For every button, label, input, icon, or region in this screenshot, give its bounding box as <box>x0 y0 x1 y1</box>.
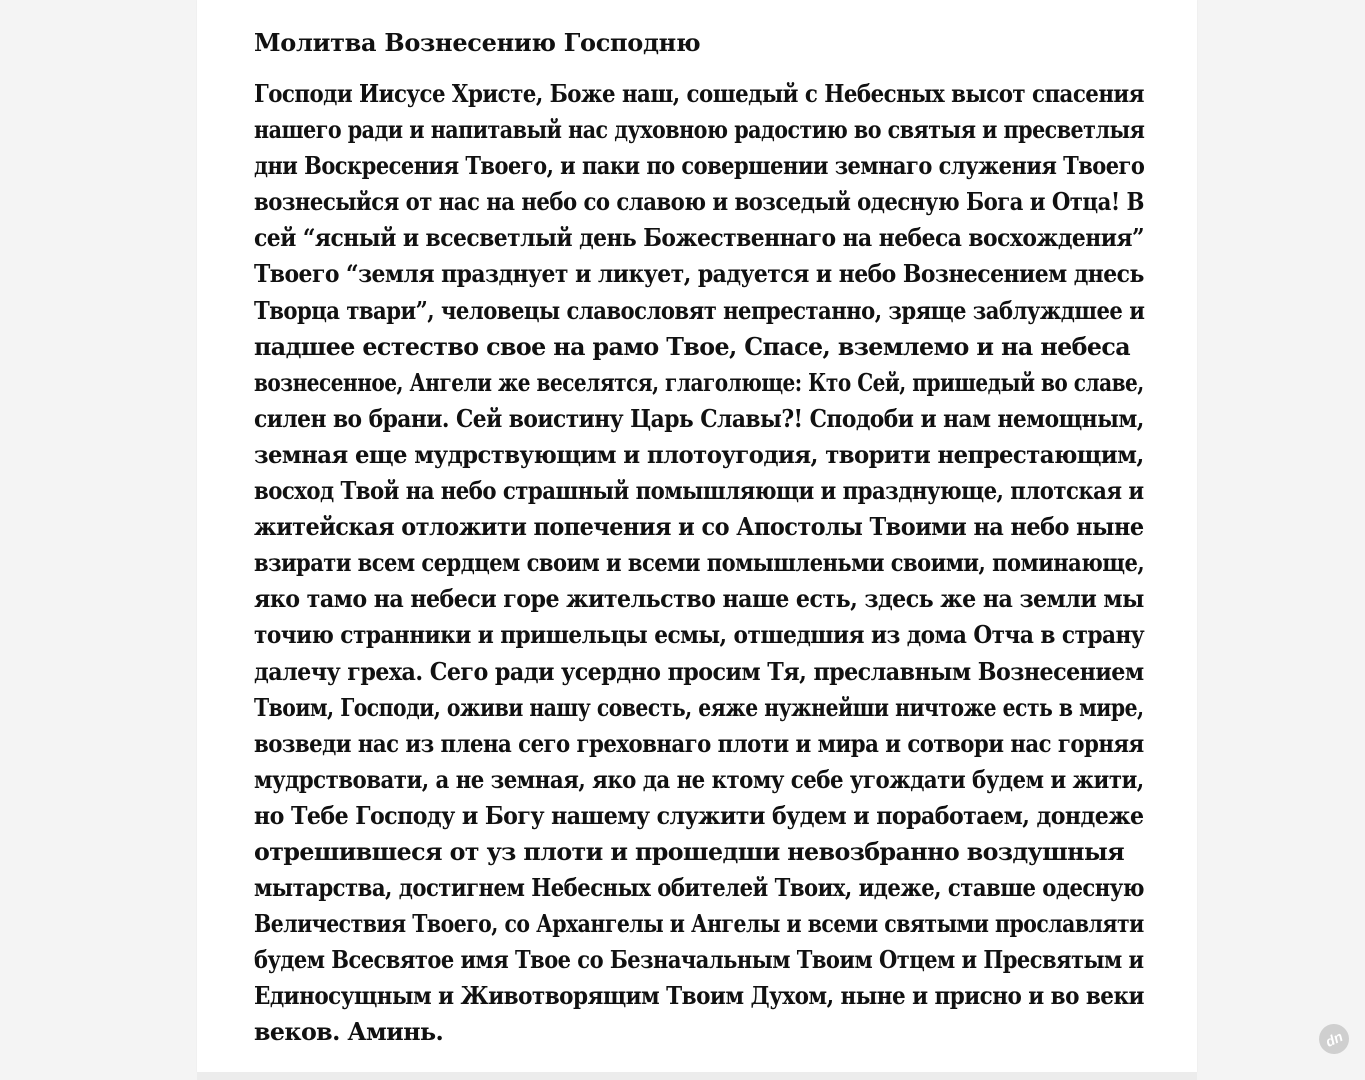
prayer-line: Творца твари”, человецы славословят непрестанно, зряще заблуждшее и <box>254 295 1145 325</box>
prayer-line: но Тебе Господу и Богу нашему служити будем и поработаем, дондеже <box>254 800 1144 830</box>
prayer-line: нашего ради и напитавый нас духовною радостию во святыя и пресветлыя <box>254 115 1145 145</box>
page-bottom-strip <box>197 1072 1197 1080</box>
prayer-line: сей “ясный и всесветлый день Божественнаго на небеса восхождения” <box>254 223 1145 253</box>
prayer-line: силен во брани. Сей воистину Царь Славы?! Сподоби и нам немощным, <box>254 403 1144 433</box>
prayer-line: вознесыйся от нас на небо со славою и возседый одесную Бога и Отца! В <box>254 187 1144 217</box>
prayer-line: житейская отложити попечения и со Апостолы Твоими на небо ныне <box>254 512 1144 542</box>
prayer-line: далечу греха. Сего ради усердно просим Тя, преславным Вознесением <box>254 656 1144 686</box>
dn-watermark-logo: dn <box>1314 1019 1354 1059</box>
prayer-line: веков. Аминь. <box>254 1017 444 1047</box>
prayer-line: мытарства, достигнем Небесных обителей Твоих, идеже, ставше одесную <box>254 873 1144 903</box>
prayer-line: мудрствовати, а не земная, яко да не ктому себе угождати будем и жити, <box>254 764 1144 794</box>
prayer-line: Твоим, Господи, оживи нашу совесть, еяже нужнейши ничтоже есть в мире, <box>254 692 1144 722</box>
document-page <box>197 0 1197 1072</box>
prayer-line: падшее естество свое на рамо Твое, Спасе, вземлемо и на небеса <box>254 331 1131 361</box>
prayer-line: восход Твой на небо страшный помышляющи и празднующе, плотская и <box>254 476 1144 506</box>
prayer-title: Молитва Вознесению Господню <box>254 28 701 57</box>
prayer-line: Величествия Твоего, со Архангелы и Ангелы и всеми святыми прославляти <box>254 909 1144 939</box>
prayer-line: Единосущным и Животворящим Твоим Духом, ныне и присно и во веки <box>254 981 1144 1011</box>
prayer-line: точию странники и пришельцы есмы, отшедшия из дома Отча в страну <box>254 620 1145 650</box>
prayer-line: возведи нас из плена сего греховнаго плоти и мира и сотвори нас горняя <box>254 728 1144 758</box>
prayer-line: яко тамо на небеси горе жительство наше есть, здесь же на земли мы <box>254 584 1144 614</box>
prayer-line: Господи Иисусе Христе, Боже наш, сошедый с Небесных высот спасения <box>254 79 1144 108</box>
prayer-line: взирати всем сердцем своим и всеми помышленьми своими, поминающе, <box>254 548 1145 578</box>
prayer-text <box>254 76 1154 1051</box>
prayer-line: отрешившеся от уз плоти и прошедши невозбранно воздушныя <box>254 836 1125 866</box>
prayer-line: будем Всесвятое имя Твое со Безначальным Твоим Отцем и Пресвятым и <box>254 945 1144 975</box>
prayer-line: дни Воскресения Твоего, и паки по совершении земнаго служения Твоего <box>254 151 1145 181</box>
prayer-line: Твоего “земля празднует и ликует, радуется и небо Вознесением днесь <box>254 259 1144 289</box>
prayer-line: вознесенное, Ангели же веселятся, глаголюще: Кто Сей, пришедый во славе, <box>254 367 1144 397</box>
prayer-line: земная еще мудрствующим и плотоугодия, творити непрестающим, <box>254 439 1144 469</box>
